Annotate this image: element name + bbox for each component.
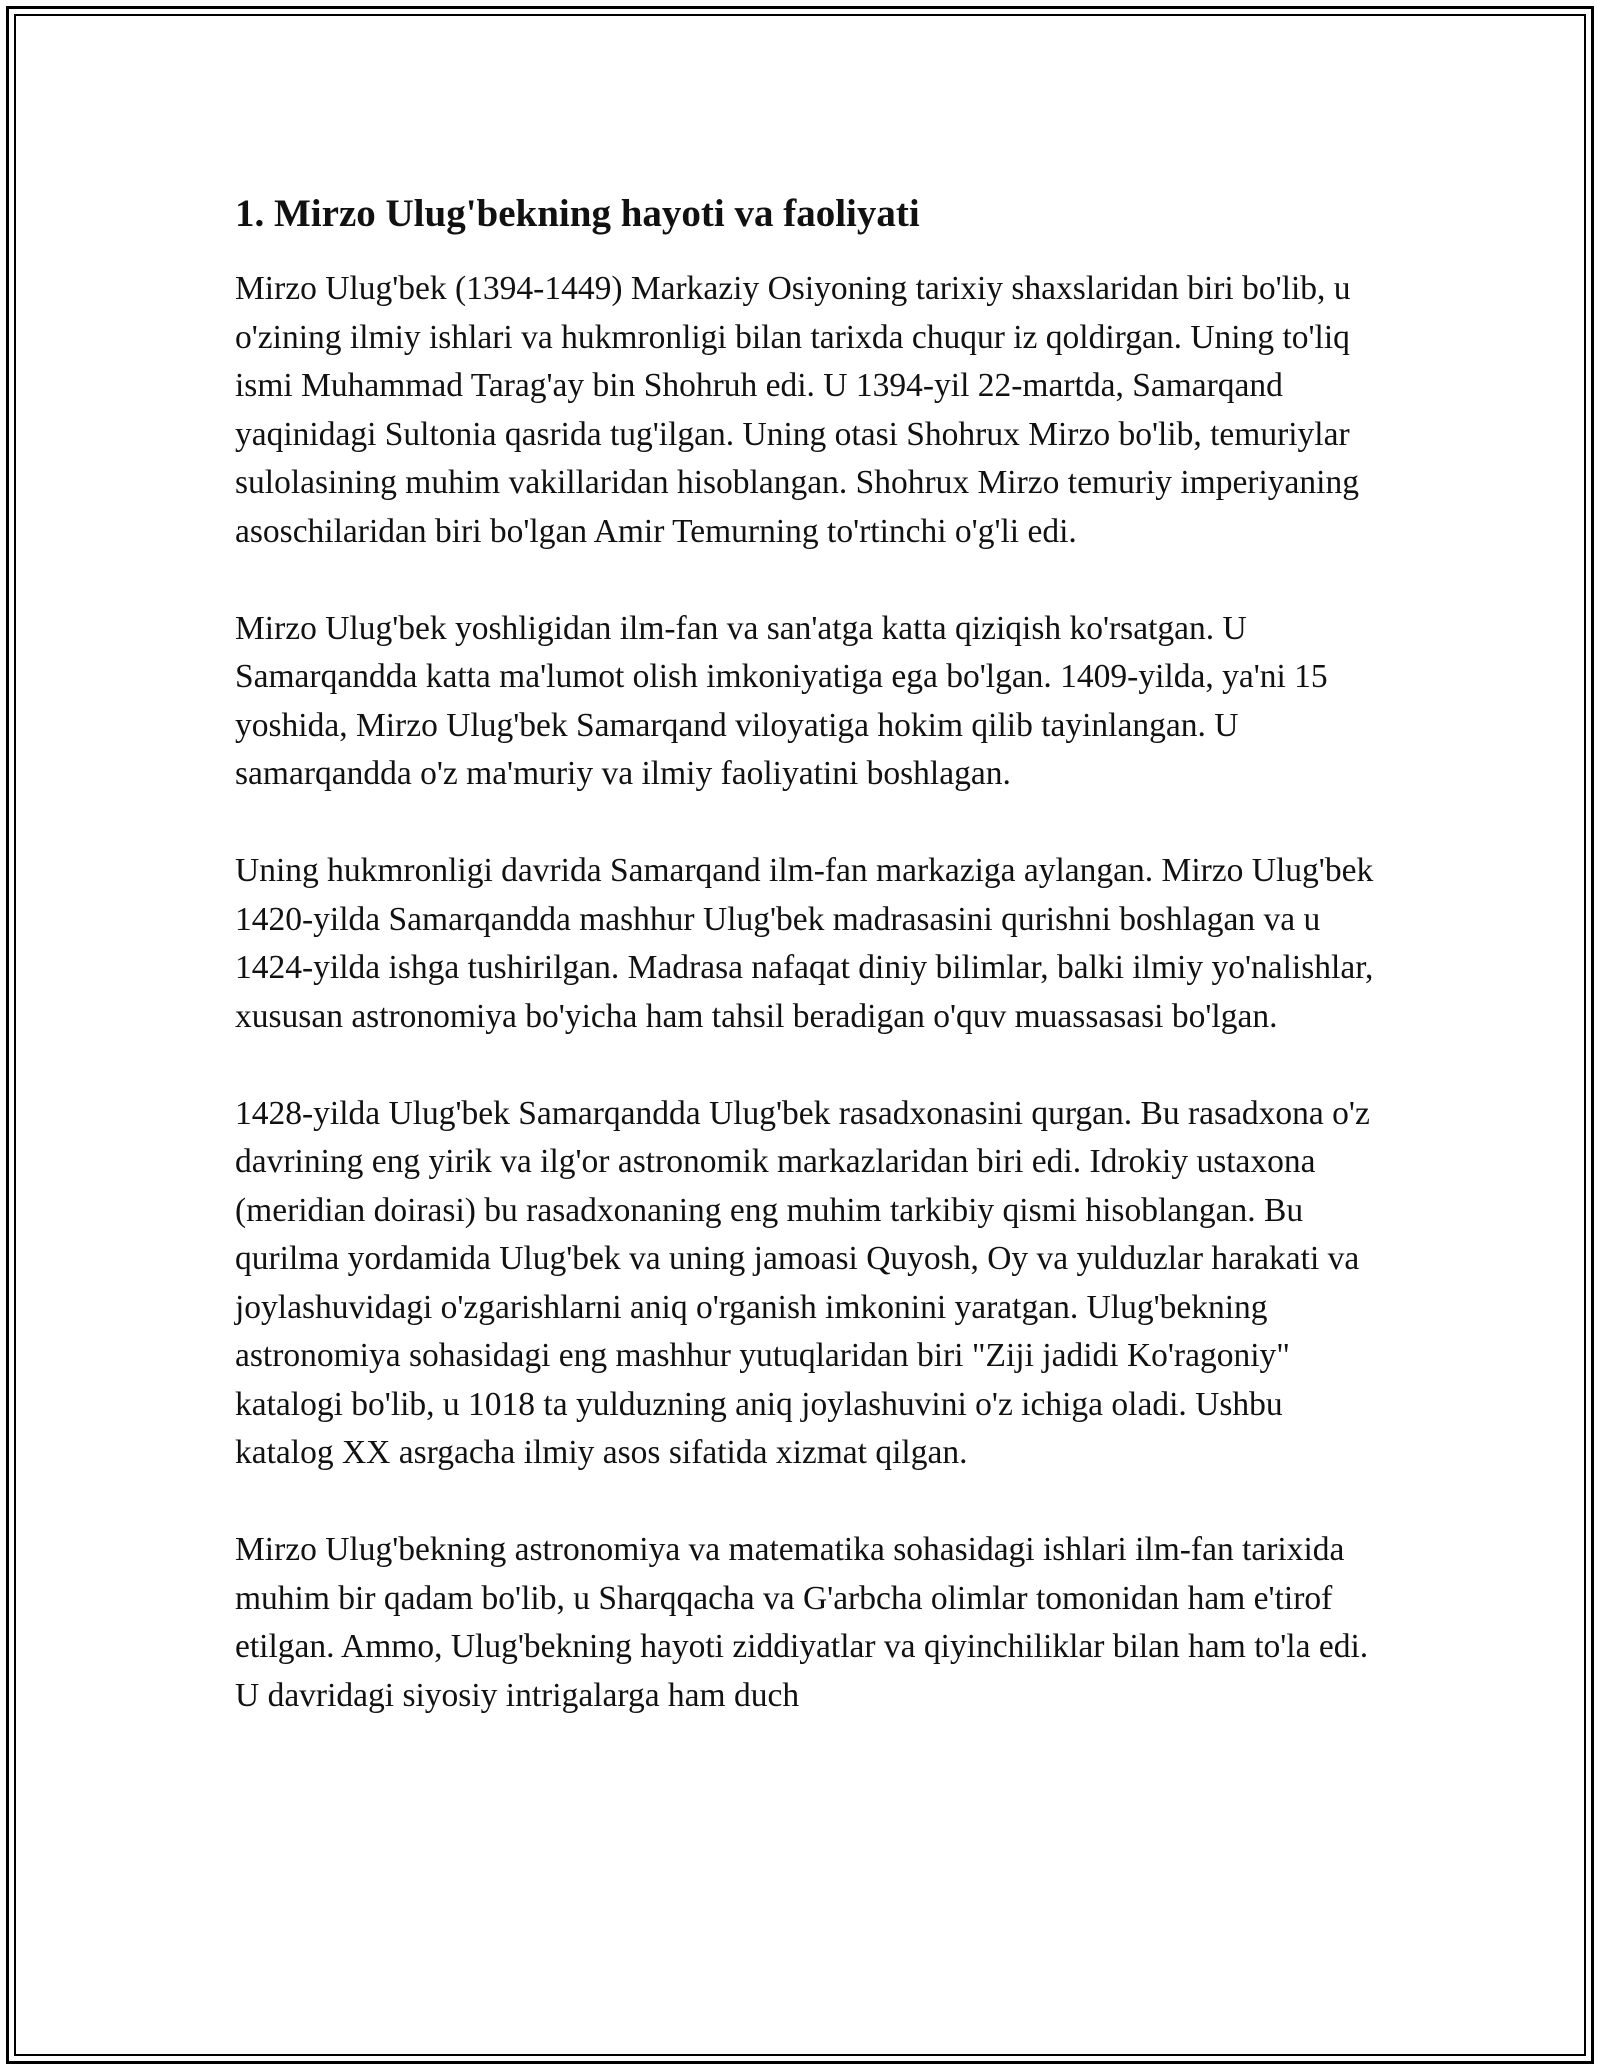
paragraph-5: Mirzo Ulug'bekning astronomiya va matematika sohasidagi ishlari ilm-fan tarixida muhim bir qadam bo'lib, u Sharqqacha va G'arbcha olimlar tomonidan ham e'tirof etilgan. Ammo, Ulug'bekning hayoti ziddiyatlar va qiyinchiliklar bilan ham to'la edi. U davridagi siyosiy intrigalarga ham duch: [235, 1531, 1369, 1714]
paragraph-4: 1428-yilda Ulug'bek Samarqandda Ulug'bek rasadxonasini qurgan. Bu rasadxona o'z davrining eng yirik va ilg'or astronomik markazlaridan biri edi. Idrokiy ustaxona (meridian doirasi) bu rasadxonaning eng muhim tarkibiy qismi hisoblangan. Bu qurilma yordamida Ulug'bek va uning jamoasi Quyosh, Oy va yulduzlar harakati va joylashuvidagi o'zgarishlarni aniq o'rganish imkonini yaratgan. Ulug'bekning astronomiya sohasidagi eng mashhur yutuqlaridan biri "Ziji jadidi Ko'ragoniy" katalogi bo'lib, u 1018 ta yulduzning aniq joylashuvini o'z ichiga oladi. Ushbu katalog XX asrgacha ilmiy asos sifatida xizmat qilgan.: [235, 1094, 1370, 1471]
paragraph-1: Mirzo Ulug'bek (1394-1449) Markaziy Osiyoning tarixiy shaxslaridan biri bo'lib, u o'zining ilmiy ishlari va hukmronligi bilan tarixda chuqur iz qoldirgan. Uning to'liq ismi Muhammad Tarag'ay bin Shohruh edi. U 1394-yil 22-martda, Samarqand yaqinidagi Sultonia qasrida tug'ilgan. Uning otasi Shohrux Mirzo bo'lib, temuriylar sulolasining muhim vakillaridan hisoblangan. Shohrux Mirzo temuriy imperiyaning asoschilaridan biri bo'lgan Amir Temurning to'rtinchi o'g'li edi.: [235, 270, 1359, 550]
paragraph-2: Mirzo Ulug'bek yoshligidan ilm-fan va san'atga katta qiziqish ko'rsatgan. U Samarqandda katta ma'lumot olish imkoniyatiga ega bo'lgan. 1409-yilda, ya'ni 15 yoshida, Mirzo Ulug'bek Samarqand viloyatiga hokim qilib tayinlangan. U samarqandda o'z ma'muriy va ilmiy faoliyatini boshlagan.: [235, 609, 1328, 792]
section-heading: 1. Mirzo Ulug'bekning hayoti va faoliyati: [235, 192, 920, 235]
paragraph-3: Uning hukmronligi davrida Samarqand ilm-fan markaziga aylangan. Mirzo Ulug'bek 1420-yilda Samarqandda mashhur Ulug'bek madrasasini qurishni boshlagan va u 1424-yilda ishga tushirilgan. Madrasa nafaqat diniy bilimlar, balki ilmiy yo'nalishlar, xususan astronomiya bo'yicha ham tahsil beradigan o'quv muassasasi bo'lgan.: [235, 852, 1374, 1035]
document-body: [235, 187, 1385, 1720]
